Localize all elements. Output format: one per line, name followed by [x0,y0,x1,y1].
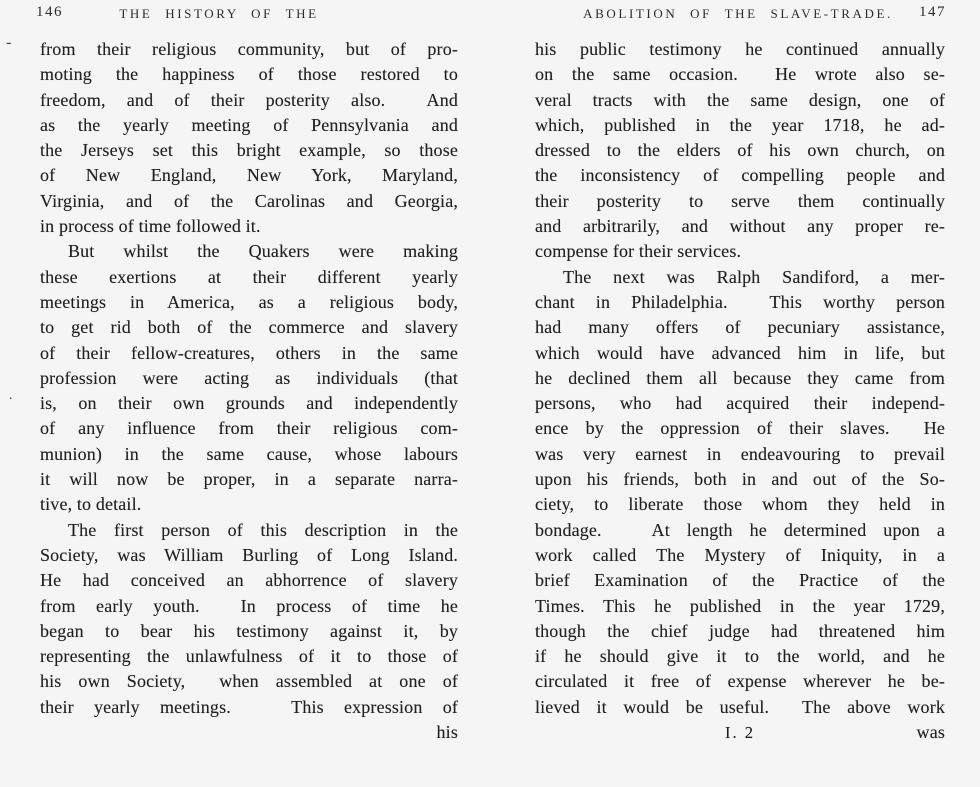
text-line: began to bear his testimony against it, by [40,620,458,641]
text-line: But whilst the Quakers were making [68,241,458,262]
text-line: the inconsistency of compelling people and [535,165,945,186]
text-line: is, on their own grounds and independently [40,393,458,414]
page-body [535,37,945,745]
text-line: it will now be proper, in a separate narra- [40,469,458,490]
text-line: his own Society, when assembled at one of [40,671,458,692]
text-line: he declined them all because they came from [535,367,945,388]
text-line: from early youth. In process of time he [40,595,458,616]
text-line: though the chief judge had threatened him [535,620,945,641]
text-line: their yearly meetings. This expression of [40,696,458,717]
signature-row [535,720,945,745]
catchword: his [436,722,458,743]
text-line: from their religious community, but of pro- [40,39,458,59]
text-line: work called The Mystery of Iniquity, in a [535,544,945,565]
text-line: in process of time followed it. [40,216,261,237]
text-line: ciety, to liberate those whom they held in [535,494,945,515]
text-line: and arbitrarily, and without any proper re- [535,216,945,237]
text-line: brief Examination of the Practice of the [535,570,945,591]
text-line: meetings in America, as a religious body, [40,291,458,312]
text-line: Virginia, and of the Carolinas and Georgia, [40,190,458,211]
text-line: of any influence from their religious com- [40,418,458,439]
text-line: Society, was William Burling of Long Island. [40,544,458,565]
text-column [535,37,945,720]
page-right [490,0,980,787]
text-line: if he should give it to the world, and he [535,646,945,667]
signature-mark: I. 2 [725,723,755,743]
text-line: to get rid both of the commerce and slavery [40,317,458,338]
page-number: 147 [919,4,946,20]
text-line: as the yearly meeting of Pennsylvania and [40,114,458,135]
text-line: of their fellow-creatures, others in the same [40,342,458,363]
margin-mark-dash: - [6,34,12,51]
text-line: which would have advanced him in life, but [535,342,945,363]
text-line: Times. This he published in the year 1729, [535,595,945,616]
text-line: which, published in the year 1718, he ad- [535,114,945,135]
text-line: these exertions at their different yearly [40,266,458,287]
text-line: had many offers of pecuniary assistance, [535,317,945,338]
text-column [40,37,458,720]
running-header: THE HISTORY OF THE [119,6,319,21]
text-line: chant in Philadelphia. This worthy person [535,291,945,312]
text-line: dressed to the elders of his own church, on [535,140,945,161]
text-line: persons, who had acquired their independ- [535,393,945,414]
text-line: profession were acting as individuals (that [40,367,458,388]
page-number: 146 [36,4,63,20]
text-line: The next was Ralph Sandiford, a mer- [563,266,945,287]
text-line: bondage. At length he determined upon a [535,519,945,540]
text-line: The first person of this description in the [68,519,458,540]
text-line: tive, to detail. [40,494,142,515]
text-line: their posterity to serve them continually [535,190,945,211]
text-line: circulated it free of expense wherever he be- [535,671,945,692]
page-body [40,37,458,745]
text-line: munion) in the same cause, whose labours [40,443,458,464]
text-line: veral tracts with the same design, one of [535,89,945,110]
catchword: was [916,722,945,743]
text-line: He had conceived an abhorrence of slavery [40,570,458,591]
text-line: moting the happiness of those restored to [40,64,458,85]
text-line: representing the unlawfulness of it to those of [40,646,458,667]
text-line: of New England, New York, Maryland, [40,165,458,186]
running-header: ABOLITION OF THE SLAVE-TRADE. [583,6,893,21]
text-line: ence by the oppression of their slaves. He [535,418,945,439]
text-line: the Jerseys set this bright example, so those [40,140,458,161]
text-line: his public testimony he continued annually [535,39,945,59]
margin-mark-dot: . [9,388,13,403]
text-line: was very earnest in endeavouring to prevail [535,443,945,464]
text-line: compense for their services. [535,241,742,262]
text-line: upon his friends, both in and out of the So- [535,469,945,490]
text-line: on the same occasion. He wrote also se- [535,64,945,85]
text-line: freedom, and of their posterity also. And [40,89,458,110]
text-line: lieved it would be useful. The above work [535,696,945,717]
